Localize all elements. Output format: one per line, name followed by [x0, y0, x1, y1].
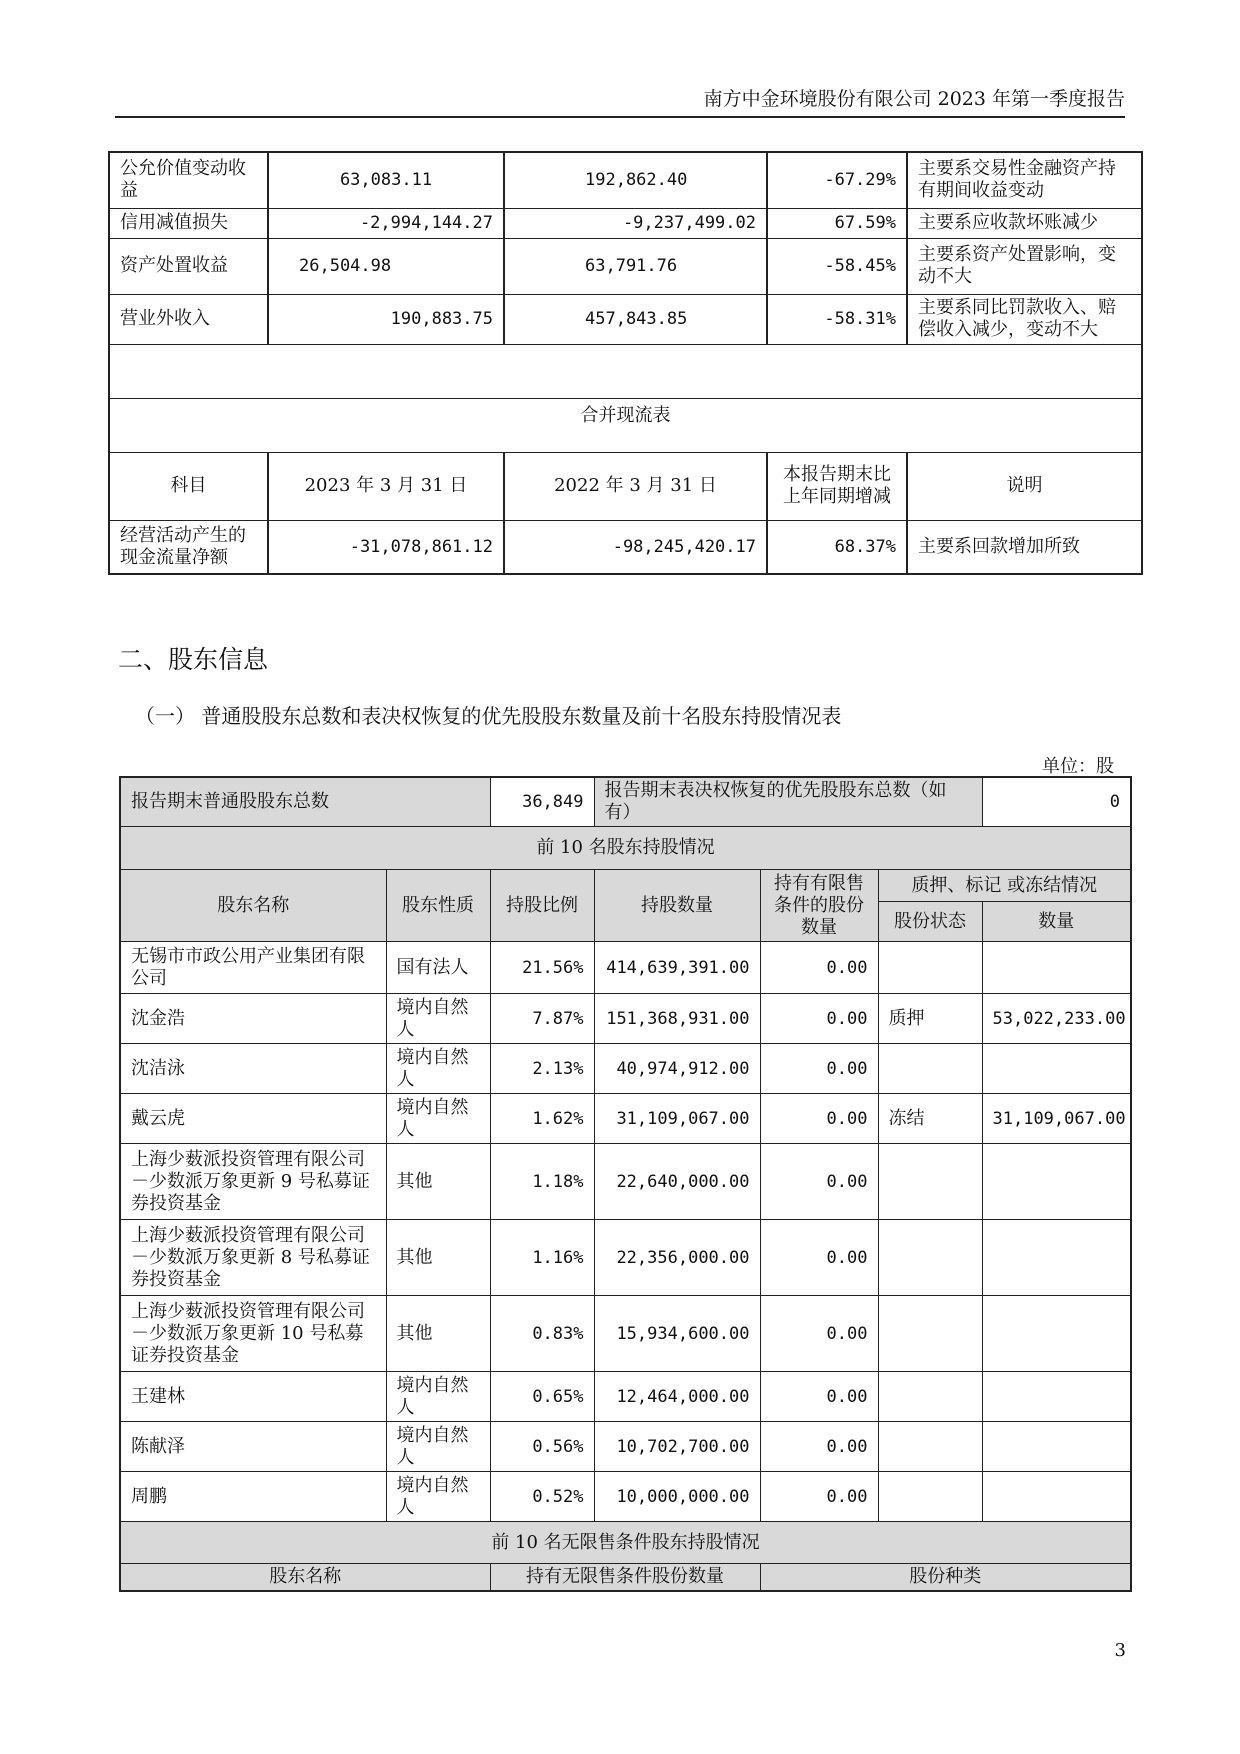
- header-pledge-qty: 数量: [982, 902, 1131, 942]
- shareholder-ratio: 0.52%: [490, 1472, 594, 1522]
- total-label: 报告期末普通股股东总数: [120, 777, 490, 827]
- shareholder-restricted: 0.00: [760, 1372, 878, 1422]
- shareholder-nature: 境内自然人: [386, 994, 490, 1044]
- shareholder-status: [878, 1044, 982, 1094]
- cashflow-title-row: [109, 398, 1142, 452]
- shareholder-nature: 其他: [386, 1220, 490, 1296]
- shareholder-row: [120, 1044, 1131, 1094]
- change-cell: -58.45%: [767, 238, 907, 294]
- shareholder-status: [878, 1372, 982, 1422]
- shareholder-status: [878, 1296, 982, 1372]
- current-cell: 190,883.75: [268, 294, 504, 344]
- item-cell: 营业外收入: [109, 294, 268, 344]
- report-title: 南方中金环境股份有限公司 2023 年第一季度报告: [703, 88, 1125, 110]
- unrestricted-title: 前 10 名无限售条件股东持股情况: [120, 1522, 1131, 1564]
- preferred-label: 报告期末表决权恢复的优先股股东总数（如有）: [594, 777, 982, 827]
- shareholder-status: [878, 1220, 982, 1296]
- shareholder-ratio: 7.87%: [490, 994, 594, 1044]
- top10-title-row: [120, 827, 1131, 870]
- shareholder-restricted: 0.00: [760, 1144, 878, 1220]
- header-nature: 股东性质: [386, 870, 490, 942]
- current-cell: 26,504.98: [268, 238, 504, 294]
- previous-cell: 192,862.40: [504, 152, 767, 208]
- shareholder-restricted: 0.00: [760, 994, 878, 1044]
- shareholder-pledge-qty: [982, 1144, 1131, 1220]
- shareholder-ratio: 21.56%: [490, 942, 594, 994]
- shareholder-name: 王建林: [120, 1372, 386, 1422]
- cashflow-header-row: [109, 452, 1142, 520]
- current-cell: 63,083.11: [268, 152, 504, 208]
- table-row: [109, 152, 1142, 208]
- shareholder-status: [878, 1144, 982, 1220]
- shareholder-restricted: 0.00: [760, 1422, 878, 1472]
- shareholder-restricted: 0.00: [760, 1472, 878, 1522]
- cashflow-title: 合并现流表: [109, 398, 1142, 452]
- shareholder-name: 无锡市市政公用产业集团有限公司: [120, 942, 386, 994]
- header-status: 股份状态: [878, 902, 982, 942]
- shareholder-row: [120, 942, 1131, 994]
- shareholder-row: [120, 1094, 1131, 1144]
- shareholder-restricted: 0.00: [760, 1044, 878, 1094]
- subsection-title: （一） 普通股股东总数和表决权恢复的优先股股东数量及前十名股东持股情况表: [135, 704, 842, 728]
- shareholder-pledge-qty: 31,109,067.00: [982, 1094, 1131, 1144]
- shareholder-quantity: 22,356,000.00: [594, 1220, 760, 1296]
- note-cell: 主要系交易性金融资产持有期间收益变动: [907, 152, 1142, 208]
- shareholder-quantity: 10,702,700.00: [594, 1422, 760, 1472]
- unrestricted-header-quantity: 持有无限售条件股份数量: [490, 1564, 760, 1592]
- shareholder-row: [120, 1472, 1131, 1522]
- shareholder-row: [120, 1296, 1131, 1372]
- unrestricted-header-name: 股东名称: [120, 1564, 490, 1592]
- shareholder-status: 质押: [878, 994, 982, 1044]
- shareholder-ratio: 1.16%: [490, 1220, 594, 1296]
- note-cell: 主要系同比罚款收入、赔偿收入减少，变动不大: [907, 294, 1142, 344]
- report-header: [115, 88, 1125, 118]
- item-cell: 资产处置收益: [109, 238, 268, 294]
- header-pledge-group: 质押、标记 或冻结情况: [878, 870, 1131, 902]
- header-row: [120, 870, 1131, 902]
- shareholder-status: 冻结: [878, 1094, 982, 1144]
- shareholder-ratio: 0.56%: [490, 1422, 594, 1472]
- shareholder-nature: 境内自然人: [386, 1422, 490, 1472]
- shareholder-pledge-qty: [982, 942, 1131, 994]
- shareholder-row: [120, 994, 1131, 1044]
- empty-row: [109, 344, 1142, 398]
- shareholder-nature: 其他: [386, 1296, 490, 1372]
- header-quantity: 持股数量: [594, 870, 760, 942]
- shareholder-restricted: 0.00: [760, 942, 878, 994]
- shareholder-pledge-qty: [982, 1422, 1131, 1472]
- shareholder-quantity: 151,368,931.00: [594, 994, 760, 1044]
- shareholder-ratio: 2.13%: [490, 1044, 594, 1094]
- change-cell: -58.31%: [767, 294, 907, 344]
- shareholder-pledge-qty: 53,022,233.00: [982, 994, 1131, 1044]
- unrestricted-header-type: 股份种类: [760, 1564, 1131, 1592]
- change-cell: -67.29%: [767, 152, 907, 208]
- shareholder-quantity: 10,000,000.00: [594, 1472, 760, 1522]
- shareholder-ratio: 0.83%: [490, 1296, 594, 1372]
- item-cell: 公允价值变动收益: [109, 152, 268, 208]
- header-ratio: 持股比例: [490, 870, 594, 942]
- shareholder-quantity: 15,934,600.00: [594, 1296, 760, 1372]
- shareholder-nature: 其他: [386, 1144, 490, 1220]
- top10-title: 前 10 名股东持股情况: [120, 827, 1131, 870]
- note-cell: 主要系回款增加所致: [907, 520, 1142, 574]
- current-cell: -31,078,861.12: [268, 520, 504, 574]
- shareholder-pledge-qty: [982, 1044, 1131, 1094]
- shareholder-ratio: 1.18%: [490, 1144, 594, 1220]
- previous-cell: -9,237,499.02: [504, 208, 767, 238]
- total-value: 36,849: [490, 777, 594, 827]
- shareholder-nature: 境内自然人: [386, 1372, 490, 1422]
- shareholder-restricted: 0.00: [760, 1220, 878, 1296]
- shareholder-nature: 境内自然人: [386, 1044, 490, 1094]
- shareholder-name: 陈献泽: [120, 1422, 386, 1472]
- current-cell: -2,994,144.27: [268, 208, 504, 238]
- shareholder-quantity: 22,640,000.00: [594, 1144, 760, 1220]
- shareholder-nature: 境内自然人: [386, 1094, 490, 1144]
- shareholder-name: 上海少薮派投资管理有限公司－少数派万象更新 8 号私募证券投资基金: [120, 1220, 386, 1296]
- table-row: [109, 294, 1142, 344]
- unrestricted-title-row: [120, 1522, 1131, 1564]
- shareholder-quantity: 40,974,912.00: [594, 1044, 760, 1094]
- note-cell: 主要系应收款坏账减少: [907, 208, 1142, 238]
- shareholder-pledge-qty: [982, 1472, 1131, 1522]
- shareholder-row: [120, 1220, 1131, 1296]
- change-cell: 67.59%: [767, 208, 907, 238]
- previous-cell: 63,791.76: [504, 238, 767, 294]
- table-row: [109, 208, 1142, 238]
- shareholder-status: [878, 1422, 982, 1472]
- shareholder-name: 周鹏: [120, 1472, 386, 1522]
- shareholder-name: 沈金浩: [120, 994, 386, 1044]
- header-current: 2023 年 3 月 31 日: [268, 452, 504, 520]
- header-previous: 2022 年 3 月 31 日: [504, 452, 767, 520]
- previous-cell: -98,245,420.17: [504, 520, 767, 574]
- shareholder-name: 沈洁泳: [120, 1044, 386, 1094]
- header-item: 科目: [109, 452, 268, 520]
- shareholder-name: 上海少薮派投资管理有限公司－少数派万象更新 10 号私募证券投资基金: [120, 1296, 386, 1372]
- shareholder-restricted: 0.00: [760, 1296, 878, 1372]
- shareholder-quantity: 31,109,067.00: [594, 1094, 760, 1144]
- shareholder-nature: 境内自然人: [386, 1472, 490, 1522]
- shareholder-row: [120, 1372, 1131, 1422]
- header-restricted: 持有有限售条件的股份数量: [760, 870, 878, 942]
- shareholder-restricted: 0.00: [760, 1094, 878, 1144]
- shareholder-quantity: 12,464,000.00: [594, 1372, 760, 1422]
- note-cell: 主要系资产处置影响，变动不大: [907, 238, 1142, 294]
- table-row: [109, 520, 1142, 574]
- previous-cell: 457,843.85: [504, 294, 767, 344]
- table-row: [109, 238, 1142, 294]
- shareholder-ratio: 1.62%: [490, 1094, 594, 1144]
- header-name: 股东名称: [120, 870, 386, 942]
- page-number: 3: [1114, 1640, 1126, 1661]
- shareholder-row: [120, 1422, 1131, 1472]
- shareholder-table: [119, 776, 1132, 1592]
- item-cell: 信用减值损失: [109, 208, 268, 238]
- item-cell: 经营活动产生的现金流量净额: [109, 520, 268, 574]
- shareholder-row: [120, 1144, 1131, 1220]
- unit-label: 单位：股: [1042, 756, 1114, 777]
- header-note: 说明: [907, 452, 1142, 520]
- shareholder-ratio: 0.65%: [490, 1372, 594, 1422]
- shareholder-pledge-qty: [982, 1296, 1131, 1372]
- shareholder-name: 上海少薮派投资管理有限公司－少数派万象更新 9 号私募证券投资基金: [120, 1144, 386, 1220]
- income-change-table: [108, 151, 1143, 575]
- header-change: 本报告期末比上年同期增减: [767, 452, 907, 520]
- shareholder-status: [878, 1472, 982, 1522]
- shareholder-name: 戴云虎: [120, 1094, 386, 1144]
- shareholder-nature: 国有法人: [386, 942, 490, 994]
- section-title: 二、股东信息: [118, 645, 269, 674]
- total-row: [120, 777, 1131, 827]
- shareholder-quantity: 414,639,391.00: [594, 942, 760, 994]
- unrestricted-header-row: [120, 1564, 1131, 1592]
- preferred-value: 0: [982, 777, 1131, 827]
- shareholder-status: [878, 942, 982, 994]
- change-cell: 68.37%: [767, 520, 907, 574]
- shareholder-pledge-qty: [982, 1372, 1131, 1422]
- shareholder-pledge-qty: [982, 1220, 1131, 1296]
